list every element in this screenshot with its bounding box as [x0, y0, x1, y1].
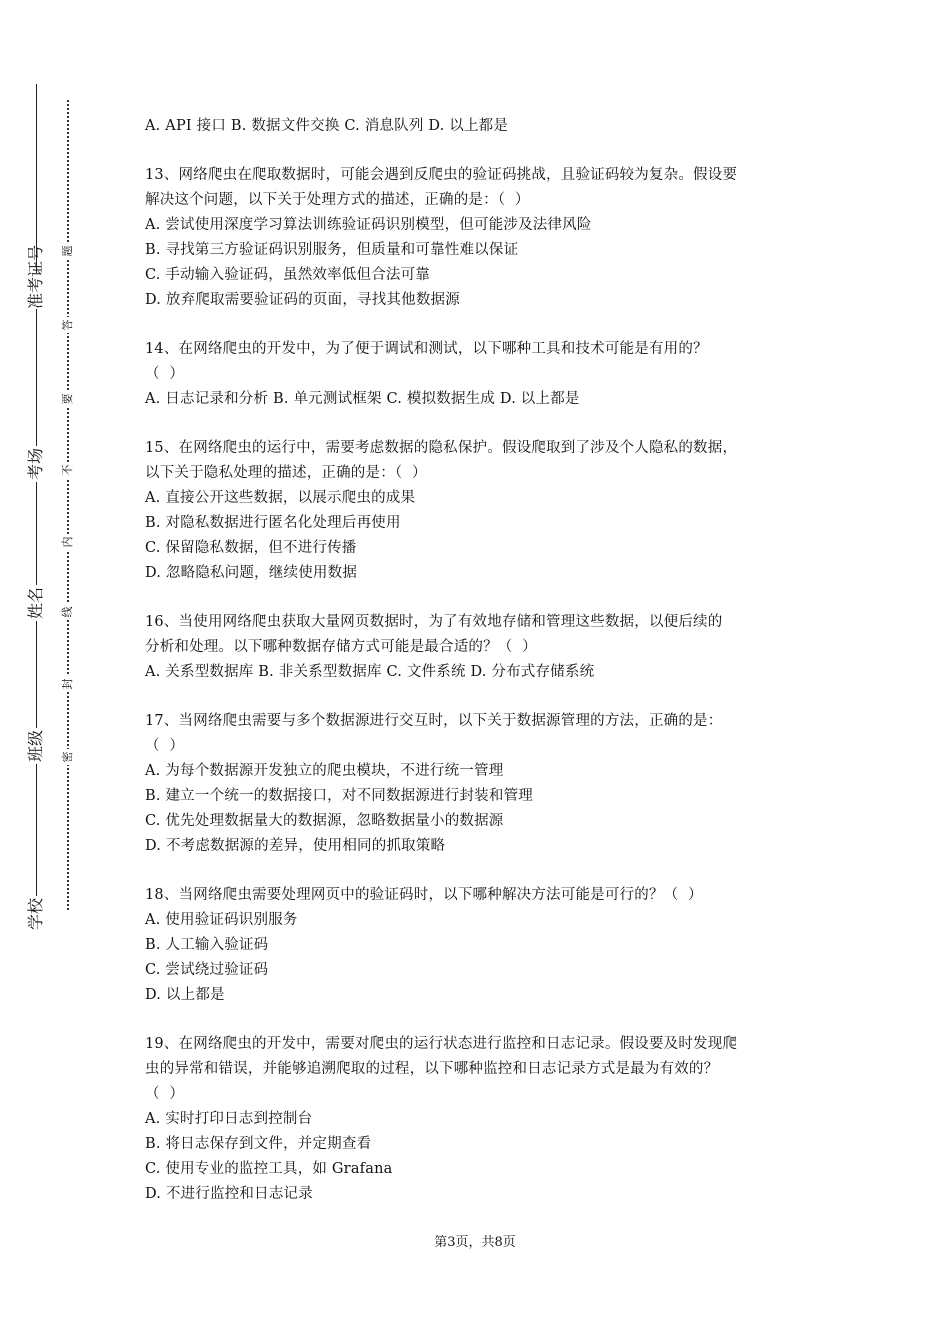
option-c: C. 手动输入验证码，虽然效率低但合法可靠	[145, 267, 430, 283]
option-d: D. 放弃爬取需要验证码的页面，寻找其他数据源	[145, 292, 460, 308]
question-stem: 14、在网络爬虫的开发中，为了便于调试和测试，以下哪种工具和技术可能是有用的？	[145, 341, 708, 357]
answer-blank: （ ）	[145, 738, 185, 754]
option-c: C. 保留隐私数据，但不进行传播	[145, 540, 357, 556]
question-stem: 16、当使用网络爬虫获取大量网页数据时，为了有效地存储和管理这些数据，以便后续的	[145, 614, 723, 630]
option-line: A. 日志记录和分析 B. 单元测试框架 C. 模拟数据生成 D. 以上都是	[145, 391, 580, 407]
option-a: A. 使用验证码识别服务	[145, 912, 298, 928]
question-15	[145, 436, 817, 586]
seal-char: 不	[61, 462, 75, 478]
question-18	[145, 883, 817, 1008]
question-stem: 15、在网络爬虫的运行中，需要考虑数据的隐私保护。假设爬取到了涉及个人隐私的数据，	[145, 440, 738, 456]
option-a: A. 直接公开这些数据，以展示爬虫的成果	[145, 490, 416, 506]
binding-dotted-line	[67, 100, 69, 910]
field-label-exam-number: 准考证号	[26, 244, 45, 309]
seal-char: 线	[61, 604, 75, 620]
option-c: C. 尝试绕过验证码	[145, 962, 269, 978]
question-stem: 19、在网络爬虫的开发中，需要对爬虫的运行状态进行监控和日志记录。假设要及时发现爬	[145, 1036, 738, 1052]
question-stem: 以下关于隐私处理的描述，正确的是：（ ）	[145, 465, 427, 481]
question-13	[145, 163, 817, 313]
binding-margin	[0, 0, 90, 1344]
field-label-school: 学校	[26, 898, 45, 931]
question-stem: 13、网络爬虫在爬取数据时，可能会遇到反爬虫的验证码挑战，且验证码较为复杂。假设要	[145, 167, 738, 183]
seal-char: 题	[61, 243, 75, 259]
answer-blank: （ ）	[145, 1086, 185, 1102]
seal-char: 要	[61, 391, 75, 407]
question-stem: 解决这个问题，以下关于处理方式的描述，正确的是：（ ）	[145, 192, 530, 208]
question-stem: 分析和处理。以下哪种数据存储方式可能是最合适的？（ ）	[145, 639, 537, 655]
question-19	[145, 1032, 817, 1207]
question-stem: 18、当网络爬虫需要处理网页中的验证码时，以下哪种解决方法可能是可行的？（ ）	[145, 887, 703, 903]
option-a: A. 为每个数据源开发独立的爬虫模块，不进行统一管理	[145, 763, 504, 779]
option-b: B. 寻找第三方验证码识别服务，但质量和可靠性难以保证	[145, 242, 519, 258]
option-a: A. 尝试使用深度学习算法训练验证码识别模型，但可能涉及法律风险	[145, 217, 592, 233]
seal-char: 内	[61, 534, 75, 550]
binding-solid-line	[36, 84, 37, 910]
field-label-class: 班级	[26, 730, 45, 763]
option-b: B. 人工输入验证码	[145, 937, 269, 953]
seal-char: 答	[61, 317, 75, 333]
question-stem: 17、当网络爬虫需要与多个数据源进行交互时，以下关于数据源管理的方法，正确的是：	[145, 713, 723, 729]
option-line: A. API 接口 B. 数据文件交换 C. 消息队列 D. 以上都是	[145, 118, 509, 134]
question-16	[145, 610, 817, 685]
question-14	[145, 337, 817, 412]
question-stem: 虫的异常和错误，并能够追溯爬取的过程，以下哪种监控和日志记录方式是最为有效的？	[145, 1061, 719, 1077]
option-b: B. 将日志保存到文件，并定期查看	[145, 1136, 372, 1152]
seal-char: 密	[61, 749, 75, 765]
seal-char: 封	[61, 676, 75, 692]
option-c: C. 使用专业的监控工具，如 Grafana	[145, 1161, 393, 1177]
option-b: B. 对隐私数据进行匿名化处理后再使用	[145, 515, 401, 531]
option-d: D. 以上都是	[145, 987, 225, 1003]
option-c: C. 优先处理数据量大的数据源，忽略数据量小的数据源	[145, 813, 504, 829]
option-a: A. 实时打印日志到控制台	[145, 1111, 313, 1127]
page-number: 第3页，共8页	[434, 1235, 516, 1250]
option-d: D. 忽略隐私问题，继续使用数据	[145, 565, 358, 581]
question-12-options	[145, 114, 817, 139]
option-line: A. 关系型数据库 B. 非关系型数据库 C. 文件系统 D. 分布式存储系统	[145, 664, 595, 680]
question-content	[145, 114, 817, 1231]
field-label-name: 姓名	[26, 587, 45, 620]
option-b: B. 建立一个统一的数据接口，对不同数据源进行封装和管理	[145, 788, 533, 804]
answer-blank: （ ）	[145, 366, 185, 382]
option-d: D. 不进行监控和日志记录	[145, 1186, 313, 1202]
option-d: D. 不考虑数据源的差异，使用相同的抓取策略	[145, 838, 446, 854]
field-label-exam-room: 考场	[26, 448, 45, 481]
question-17	[145, 709, 817, 859]
